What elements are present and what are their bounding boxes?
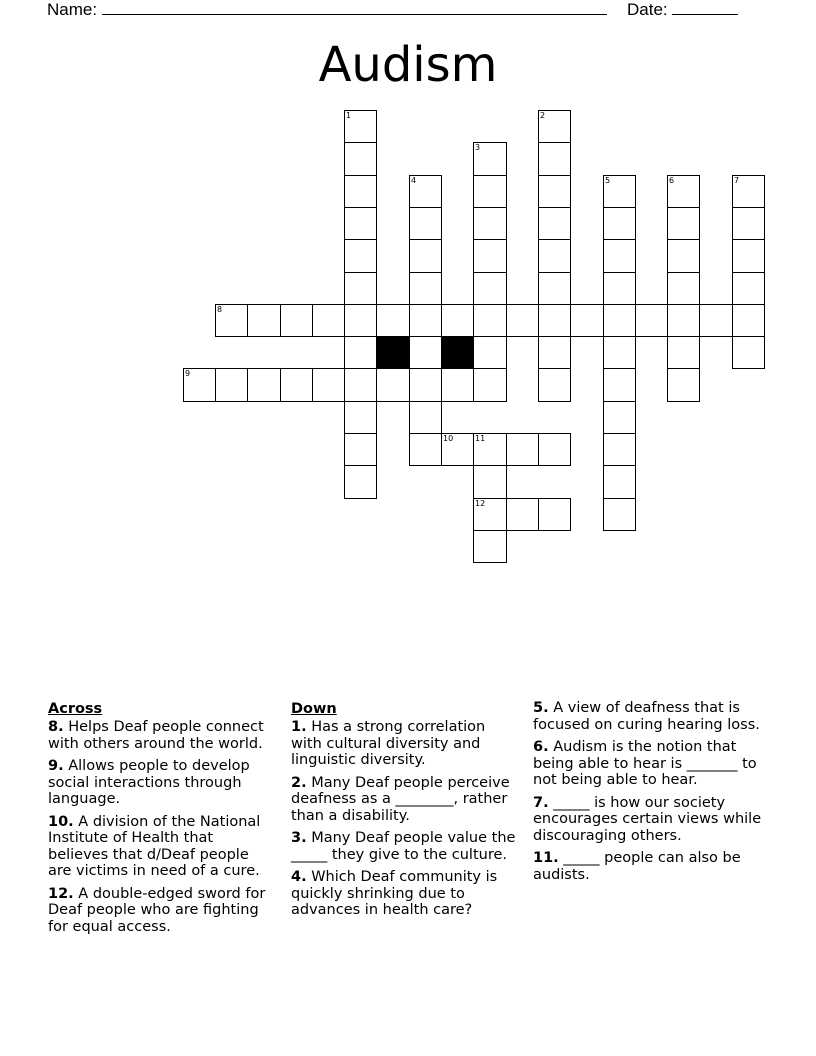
grid-cell[interactable] bbox=[506, 433, 539, 466]
grid-cell[interactable] bbox=[667, 336, 700, 369]
grid-cell[interactable] bbox=[667, 368, 700, 402]
date-label: Date: bbox=[627, 0, 668, 19]
clue-text: Many Deaf people value the _____ they give to the culture. bbox=[291, 830, 516, 863]
grid-cell[interactable] bbox=[667, 304, 700, 337]
clue-num: 1. bbox=[291, 719, 307, 735]
grid-cell[interactable] bbox=[344, 239, 377, 273]
grid-cell[interactable] bbox=[732, 207, 765, 240]
grid-cell[interactable] bbox=[570, 304, 604, 337]
page-title: Audism bbox=[318, 37, 498, 93]
grid-cell[interactable] bbox=[538, 207, 571, 240]
clue-num: 8. bbox=[48, 719, 64, 735]
across-clue bbox=[48, 814, 276, 880]
clue-text: A double-edged sword for Deaf people who are fighting for equal access. bbox=[48, 885, 266, 935]
down-clue bbox=[291, 775, 517, 825]
grid-cell[interactable] bbox=[473, 465, 507, 499]
grid-cell[interactable] bbox=[344, 110, 377, 143]
grid-cell[interactable] bbox=[409, 272, 442, 305]
grid-cell[interactable] bbox=[473, 498, 507, 531]
grid-cell[interactable] bbox=[409, 401, 442, 434]
grid-cell[interactable] bbox=[344, 304, 377, 337]
clue-num: 9. bbox=[48, 758, 64, 774]
grid-cell[interactable] bbox=[538, 498, 571, 531]
grid-cell[interactable] bbox=[344, 272, 377, 305]
grid-cell[interactable] bbox=[603, 272, 636, 305]
grid-cell[interactable] bbox=[473, 142, 507, 176]
grid-cell[interactable] bbox=[215, 368, 248, 402]
clue-num: 2. bbox=[291, 774, 307, 791]
clue-text: Audism is the notion that being able to hear is _______ to not being able to hear. bbox=[533, 739, 757, 788]
grid-cell[interactable] bbox=[603, 433, 636, 466]
grid-cell[interactable] bbox=[247, 368, 281, 402]
down-clue bbox=[291, 719, 517, 769]
clue-num: 12. bbox=[48, 885, 74, 902]
grid-cell[interactable] bbox=[441, 304, 474, 337]
clue-number: 4 bbox=[411, 176, 417, 185]
clue-num: 5. bbox=[533, 700, 549, 716]
grid-cell[interactable] bbox=[506, 304, 539, 337]
across-clue bbox=[48, 886, 276, 936]
across-clue bbox=[48, 758, 276, 808]
across-clue bbox=[48, 719, 276, 752]
grid-cell[interactable] bbox=[473, 368, 507, 402]
clue-text: A division of the National Institute of Health that believes that d/Deaf people are victims in need of a cure. bbox=[48, 813, 261, 879]
grid-cell[interactable] bbox=[473, 272, 507, 305]
grid-cell[interactable] bbox=[538, 304, 571, 337]
grid-cell[interactable] bbox=[409, 304, 442, 337]
clue-number: 9 bbox=[185, 369, 191, 378]
grid-cell[interactable] bbox=[344, 433, 377, 466]
clue-number: 2 bbox=[540, 111, 546, 120]
down-clue bbox=[291, 869, 517, 919]
grid-cell[interactable] bbox=[667, 239, 700, 273]
grid-cell[interactable] bbox=[603, 368, 636, 402]
grid-cell[interactable] bbox=[376, 304, 410, 337]
grid-cell[interactable] bbox=[732, 175, 765, 208]
clue-text: A view of deafness that is focused on curing hearing loss. bbox=[533, 700, 760, 733]
grid-cell[interactable] bbox=[603, 498, 636, 531]
clue-num: 10. bbox=[48, 813, 74, 830]
grid-cell[interactable] bbox=[409, 207, 442, 240]
clue-text: Many Deaf people perceive deafness as a ________, rather than a disability. bbox=[291, 774, 510, 824]
grid-cell[interactable] bbox=[538, 272, 571, 305]
grid-cell[interactable] bbox=[441, 368, 474, 402]
grid-cell[interactable] bbox=[603, 207, 636, 240]
clue-number: 5 bbox=[605, 176, 611, 185]
grid-cell[interactable] bbox=[732, 272, 765, 305]
grid-cell[interactable] bbox=[603, 465, 636, 499]
grid-cell[interactable] bbox=[409, 175, 442, 208]
grid-cell[interactable] bbox=[215, 304, 248, 337]
clue-num: 6. bbox=[533, 739, 549, 755]
grid-cell[interactable] bbox=[344, 207, 377, 240]
clue-text: Which Deaf community is quickly shrinking due to advances in health care? bbox=[291, 869, 498, 918]
across-heading: Across bbox=[48, 701, 103, 717]
grid-cell[interactable] bbox=[667, 207, 700, 240]
clue-text: Has a strong correlation with cultural diversity and linguistic diversity. bbox=[291, 719, 486, 768]
grid-cell[interactable] bbox=[473, 304, 507, 337]
clue-num: 11. bbox=[533, 850, 559, 866]
down-heading: Down bbox=[291, 701, 337, 717]
down-clue bbox=[533, 700, 769, 733]
grid-cell[interactable] bbox=[538, 368, 571, 402]
grid-cell[interactable] bbox=[312, 304, 345, 337]
grid-cell[interactable] bbox=[247, 304, 281, 337]
grid-cell[interactable] bbox=[538, 175, 571, 208]
grid-cell[interactable] bbox=[538, 142, 571, 176]
grid-cell[interactable] bbox=[603, 304, 636, 337]
grid-cell[interactable] bbox=[280, 304, 313, 337]
clue-number: 3 bbox=[475, 143, 481, 152]
grid-cell[interactable] bbox=[409, 433, 442, 466]
grid-cell[interactable] bbox=[183, 368, 216, 402]
clue-number: 6 bbox=[669, 176, 675, 185]
grid-cell[interactable] bbox=[344, 465, 377, 499]
grid-cell[interactable] bbox=[473, 336, 507, 369]
grid-cell[interactable] bbox=[376, 368, 410, 402]
grid-cell[interactable] bbox=[409, 336, 442, 369]
grid-cell[interactable] bbox=[732, 336, 765, 369]
down-clues-continued bbox=[533, 700, 769, 889]
grid-cell[interactable] bbox=[506, 498, 539, 531]
grid-cell[interactable] bbox=[344, 142, 377, 176]
grid-cell[interactable] bbox=[538, 433, 571, 466]
down-clue bbox=[291, 830, 517, 863]
grid-cell[interactable] bbox=[473, 433, 507, 466]
down-clue bbox=[533, 739, 769, 789]
grid-cell[interactable] bbox=[312, 368, 345, 402]
clue-text: Helps Deaf people connect with others around the world. bbox=[48, 719, 264, 752]
grid-cell[interactable] bbox=[667, 175, 700, 208]
clue-number: 11 bbox=[475, 434, 486, 443]
black-cell bbox=[376, 336, 410, 369]
grid-cell[interactable] bbox=[344, 336, 377, 369]
grid-cell[interactable] bbox=[473, 530, 507, 563]
grid-cell[interactable] bbox=[603, 239, 636, 273]
down-clue bbox=[533, 850, 769, 883]
clue-number: 12 bbox=[475, 499, 486, 508]
grid-cell[interactable] bbox=[409, 368, 442, 402]
down-clue bbox=[533, 795, 769, 845]
grid-cell[interactable] bbox=[473, 175, 507, 208]
grid-cell[interactable] bbox=[603, 175, 636, 208]
grid-cell[interactable] bbox=[473, 239, 507, 273]
grid-cell[interactable] bbox=[603, 401, 636, 434]
grid-cell[interactable] bbox=[603, 336, 636, 369]
grid-cell[interactable] bbox=[538, 110, 571, 143]
black-cell bbox=[441, 336, 474, 369]
clue-number: 10 bbox=[443, 434, 454, 443]
name-label: Name: bbox=[47, 0, 98, 19]
clue-text: _____ people can also be audists. bbox=[533, 850, 741, 883]
grid-cell[interactable] bbox=[538, 336, 571, 369]
grid-cell[interactable] bbox=[699, 304, 733, 337]
clue-text: _____ is how our society encourages certain views while discouraging others. bbox=[533, 794, 762, 844]
across-clues bbox=[48, 700, 276, 941]
grid-cell[interactable] bbox=[538, 239, 571, 273]
grid-cell[interactable] bbox=[732, 304, 765, 337]
clue-text: Allows people to develop social interactions through language. bbox=[48, 758, 250, 807]
grid-cell[interactable] bbox=[667, 272, 700, 305]
grid-cell[interactable] bbox=[344, 401, 377, 434]
grid-cell[interactable] bbox=[280, 368, 313, 402]
grid-cell[interactable] bbox=[441, 433, 474, 466]
grid-cell[interactable] bbox=[344, 368, 377, 402]
clue-num: 3. bbox=[291, 830, 307, 846]
clue-number: 1 bbox=[346, 111, 352, 120]
down-clues bbox=[291, 700, 517, 925]
clue-num: 7. bbox=[533, 794, 549, 811]
clue-num: 4. bbox=[291, 869, 307, 885]
grid-cell[interactable] bbox=[732, 239, 765, 273]
grid-cell[interactable] bbox=[635, 304, 668, 337]
clue-number: 8 bbox=[217, 305, 223, 314]
grid-cell[interactable] bbox=[473, 207, 507, 240]
clue-number: 7 bbox=[734, 176, 740, 185]
grid-cell[interactable] bbox=[409, 239, 442, 273]
grid-cell[interactable] bbox=[344, 175, 377, 208]
